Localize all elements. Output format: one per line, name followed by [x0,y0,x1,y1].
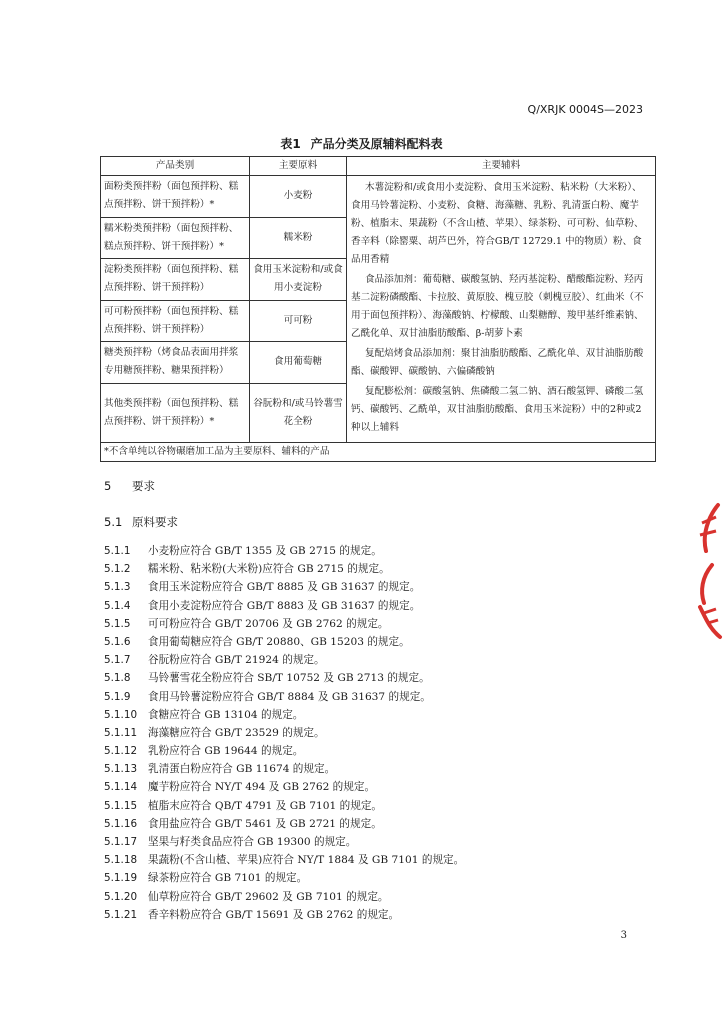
requirement-item [104,560,464,578]
item-number: 5.1.8 [104,672,131,685]
item-number: 5.1.5 [104,617,131,630]
table-title [0,135,723,152]
material-cell: 小麦粉 [250,176,347,218]
requirement-item [104,706,464,724]
requirement-item [104,742,464,760]
item-number: 5.1.21 [104,908,138,921]
item-text: 糯米粉、粘米粉(大米粉)应符合 GB 2715 的规定。 [148,563,390,576]
standard-code: Q/XRJK 0004S—2023 [527,103,643,116]
category-cell: 面粉类预拌粉（面包预拌粉、糕点预拌粉、饼干预拌粉）* [101,176,250,218]
requirement-item [104,578,464,596]
requirement-item [104,651,464,669]
item-number: 5.1.12 [104,745,138,758]
material-cell: 谷朊粉和/或马铃薯雪花全粉 [250,383,347,443]
item-text: 食用葡萄糖应符合 GB/T 20880、GB 15203 的规定。 [148,635,410,648]
item-text: 食用马铃薯淀粉应符合 GB/T 8884 及 GB 31637 的规定。 [148,690,431,703]
item-number: 5.1.11 [104,726,138,739]
section-title: 原料要求 [132,515,178,529]
item-text: 香辛料粉应符合 GB/T 15691 及 GB 2762 的规定。 [148,908,400,921]
requirement-item [104,906,464,924]
requirement-item [104,869,464,887]
material-cell: 食用葡萄糖 [250,342,347,384]
material-cell: 可可粉 [250,300,347,342]
item-text: 乳清蛋白粉应符合 GB 11674 的规定。 [148,763,336,776]
item-text: 果蔬粉(不含山楂、苹果)应符合 NY/T 1884 及 GB 7101 的规定。 [148,854,465,867]
category-cell: 淀粉类预拌粉（面包预拌粉、糕点预拌粉、饼干预拌粉） [101,259,250,301]
accessory-paragraph: 食品添加剂：葡萄糖、碳酸氢钠、羟丙基淀粉、醋酸酯淀粉、羟丙基二淀粉磷酸酯、卡拉胶、黄原胶、槐豆胶（刺槐豆胶）、红曲米（不用于面包预拌粉）、海藻酸钠、柠檬酸、山梨糖醇、羧甲基纤维素钠、乙酰化单、双甘油脂肪酸酯、β-胡萝卜素 [351,274,644,339]
requirement-item [104,778,464,796]
table-header-row [101,157,656,176]
item-text: 食用小麦淀粉应符合 GB/T 8883 及 GB 31637 的规定。 [148,599,421,612]
item-text: 马铃薯雪花全粉应符合 SB/T 10752 及 GB 2713 的规定。 [148,672,430,685]
item-number: 5.1.17 [104,836,138,848]
requirement-item [104,597,464,615]
table-footnote: *不含单纯以谷物碾磨加工品为主要原料、辅料的产品 [101,443,656,462]
requirement-item [104,669,464,687]
item-number: 5.1.9 [104,690,131,703]
table-number: 表1 [280,137,301,151]
accessory-paragraph: 复配膨松剂：碳酸氢钠、焦磷酸二氢二钠、酒石酸氢钾、磷酸二氢钙、碳酸钙、乙酰单，双甘油脂肪酸酯、食用玉米淀粉）中的2种或2种以上辅料 [351,386,644,433]
section-number: 5 [104,479,112,493]
category-cell: 糯米粉类预拌粉（面包预拌粉、糕点预拌粉、饼干预拌粉）* [101,217,250,259]
item-number: 5.1.3 [104,581,131,594]
item-number: 5.1.4 [104,599,131,612]
accessories-cell [347,176,656,443]
category-cell: 可可粉预拌粉（面包预拌粉、糕点预拌粉、饼干预拌粉） [101,300,250,342]
item-text: 海藻糖应符合 GB/T 23529 的规定。 [148,726,325,739]
category-cell: 糖类预拌粉（烤食品表面用拌浆专用糖预拌粉、糖果预拌粉） [101,342,250,384]
accessory-paragraph: 复配焙烤食品添加剂：聚甘油脂肪酸酯、乙酰化单、双甘油脂肪酸酯、碳酸钾、碳酸钠、六偏磷酸钠 [351,348,644,377]
page-number: 3 [620,930,627,941]
item-text: 食糖应符合 GB 13104 的规定。 [148,708,304,721]
item-text: 小麦粉应符合 GB/T 1355 及 GB 2715 的规定。 [148,545,382,557]
requirement-item [104,633,464,651]
requirement-item [104,615,464,633]
item-text: 乳粉应符合 GB 19644 的规定。 [148,745,304,758]
table-footnote-row [101,443,656,462]
red-seal-stamp [690,495,723,645]
item-number: 5.1.13 [104,763,138,776]
item-text: 可可粉应符合 GB/T 20706 及 GB 2762 的规定。 [148,617,389,630]
header-category: 产品类别 [101,157,250,176]
item-number: 5.1.6 [104,635,131,648]
header-accessories: 主要辅料 [347,157,656,176]
item-number: 5.1.7 [104,654,131,667]
item-text: 魔芋粉应符合 NY/T 494 及 GB 2762 的规定。 [148,781,376,794]
accessory-paragraph: 木薯淀粉和/或食用小麦淀粉、食用玉米淀粉、粘米粉（大米粉）、食用马铃薯淀粉、小麦粉、食糖、海藻糖、乳粉、乳清蛋白粉、魔芋粉、植脂末、果蔬粉（不含山楂、苹果）、绿茶粉、可可粉、仙草粉、香辛料（除罂粟、胡芦巴外，符合GB/T 12729.1 中的物质）粉、食品用香精 [351,182,644,265]
item-number: 5.1.10 [104,708,138,721]
item-number: 5.1.14 [104,781,138,794]
table-title-text: 产品分类及原辅料配料表 [310,137,443,151]
category-cell: 其他类预拌粉（面包预拌粉、糕点预拌粉、饼干预拌粉）* [101,383,250,443]
section-heading [104,478,155,494]
requirement-list [104,542,464,924]
section-number: 5.1 [104,515,123,529]
requirement-item [104,797,464,815]
item-text: 谷朊粉应符合 GB/T 21924 的规定。 [148,654,325,667]
requirement-item [104,888,464,906]
item-number: 5.1.15 [104,799,138,812]
requirement-item [104,815,464,833]
item-number: 5.1.16 [104,817,138,830]
item-text: 食用玉米淀粉应符合 GB/T 8885 及 GB 31637 的规定。 [148,581,421,594]
item-text: 植脂末应符合 QB/T 4791 及 GB 7101 的规定。 [148,799,383,812]
requirement-item [104,688,464,706]
item-text: 绿茶粉应符合 GB 7101 的规定。 [148,872,308,885]
item-number: 5.1.18 [104,854,138,867]
table-row [101,176,656,218]
item-number: 5.1.1 [104,545,131,557]
requirement-item [104,724,464,742]
classification-table [100,156,656,462]
subsection-heading [104,514,178,530]
item-text: 仙草粉应符合 GB/T 29602 及 GB 7101 的规定。 [148,890,389,903]
header-material: 主要原料 [250,157,347,176]
item-text: 坚果与籽类食品应符合 GB 19300 的规定。 [148,836,357,848]
requirement-item [104,851,464,869]
material-cell: 食用玉米淀粉和/或食用小麦淀粉 [250,259,347,301]
material-cell: 糯米粉 [250,217,347,259]
item-number: 5.1.20 [104,890,138,903]
section-title: 要求 [132,479,155,493]
item-number: 5.1.2 [104,563,131,576]
item-number: 5.1.19 [104,872,138,885]
item-text: 食用盐应符合 GB/T 5461 及 GB 2721 的规定。 [148,817,382,830]
requirement-item [104,542,464,560]
requirement-item [104,833,464,851]
requirement-item [104,760,464,778]
